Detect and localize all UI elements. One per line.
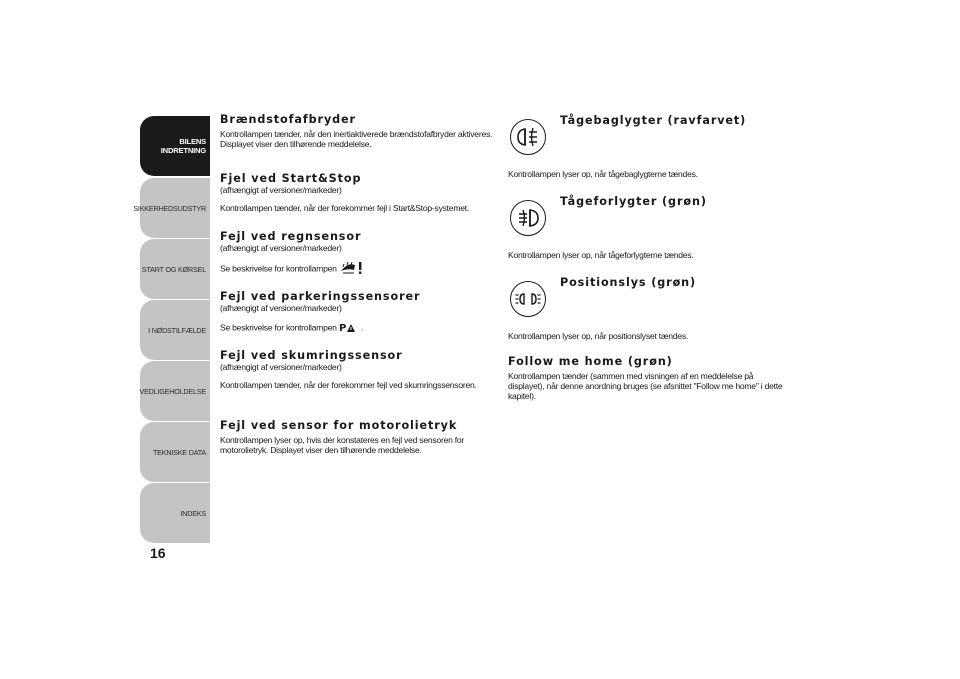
- tab-label: INDEKS: [180, 508, 206, 518]
- tab-tekniske-data[interactable]: [140, 422, 210, 482]
- section-regnsensor: [220, 230, 495, 277]
- section-note: (afhængigt af versioner/markeder): [220, 303, 342, 313]
- parking-sensor-icon: [339, 321, 359, 335]
- section-title: Fjel ved Start&Stop: [220, 172, 362, 185]
- section-note: (afhængigt af versioner/markeder): [220, 243, 342, 253]
- section-parkeringssensorer: [220, 290, 495, 335]
- section-note: (afhængigt af versioner/markeder): [220, 185, 342, 195]
- section-note: (afhængigt af versioner/markeder): [220, 362, 342, 372]
- section-text: Kontrollampen lyser op, når tågeforlygterne tændes.: [508, 250, 694, 260]
- tab-label: VEDLIGEHOLDELSE: [139, 386, 206, 396]
- position-light-icon: [510, 281, 546, 317]
- section-text: Kontrollampen tænder, når den inertiaktiverede brændstofafbryder aktiveres. Displayet viser den tilhørende meddelelse.: [220, 129, 493, 149]
- section-motorolietryk: [220, 419, 495, 455]
- section-title: Fejl ved skumringssensor: [220, 349, 403, 362]
- section-text: Kontrollampen tænder, når der forekommer fejl ved skumringssensoren.: [220, 380, 477, 390]
- svg-text:P: P: [338, 323, 346, 333]
- rain-sensor-warning-icon: [339, 261, 365, 277]
- tab-indeks[interactable]: [140, 483, 210, 543]
- section-title: Fejl ved parkeringssensorer: [220, 290, 421, 303]
- section-positionslys: [508, 275, 793, 345]
- tab-i-nodstilfaelde[interactable]: [140, 300, 210, 360]
- tab-vedligeholdelse[interactable]: [140, 361, 210, 421]
- tab-start-og-korsel[interactable]: [140, 239, 210, 299]
- page-number: 16: [150, 545, 166, 561]
- section-title: Tågebaglygter (ravfarvet): [560, 114, 747, 127]
- rear-fog-light-icon: [510, 119, 546, 155]
- section-title: Brændstofafbryder: [220, 113, 356, 126]
- section-text: Kontrollampen lyser op, når tågebaglygterne tændes.: [508, 169, 698, 179]
- front-fog-light-icon: [510, 200, 546, 236]
- section-start-stop: [220, 172, 495, 213]
- section-text: Kontrollampen tænder, når der forekommer fejl i Start&Stop-systemet.: [220, 203, 470, 213]
- section-text: Se beskrivelse for kontrollampen: [220, 261, 495, 277]
- section-title: Positionslys (grøn): [560, 276, 697, 289]
- section-title: Fejl ved sensor for motorolietryk: [220, 419, 458, 432]
- tab-label: SIKKERHEDSUDSTYR: [133, 203, 206, 213]
- section-title: Fejl ved regnsensor: [220, 230, 362, 243]
- section-text: Kontrollampen tænder (sammen med visningen af en meddelelse på displayet), når denne anordning bruges (se afsnittet "Follow me home" i dette kapitel).: [508, 371, 783, 401]
- tab-label: BILENS INDRETNING: [160, 137, 206, 155]
- tab-label: I NØDSTILFÆLDE: [148, 325, 206, 335]
- section-title: Follow me home (grøn): [508, 355, 673, 368]
- section-taageforlygter: [508, 194, 793, 264]
- section-follow-me-home: [508, 355, 788, 401]
- tab-sikkerhedsudstyr[interactable]: [133, 178, 210, 238]
- tab-bilens-indretning[interactable]: [140, 116, 210, 176]
- section-text: Kontrollampen lyser op, når positionslyset tændes.: [508, 331, 689, 341]
- section-taagebaglygter: [508, 113, 793, 183]
- section-text: Kontrollampen lyser op, hvis der konstateres en fejl ved sensoren for motorolietryk. Displayet viser den tilhørende meddelelse.: [220, 435, 465, 455]
- section-braendstofafbryder: [220, 113, 495, 149]
- tab-label: START OG KØRSEL: [141, 264, 206, 274]
- section-title: Tågeforlygter (grøn): [560, 195, 707, 208]
- tab-label: TEKNISKE DATA: [152, 447, 206, 457]
- section-skumringssensor: [220, 349, 495, 390]
- section-text: Se beskrivelse for kontrollampen P .: [220, 322, 364, 333]
